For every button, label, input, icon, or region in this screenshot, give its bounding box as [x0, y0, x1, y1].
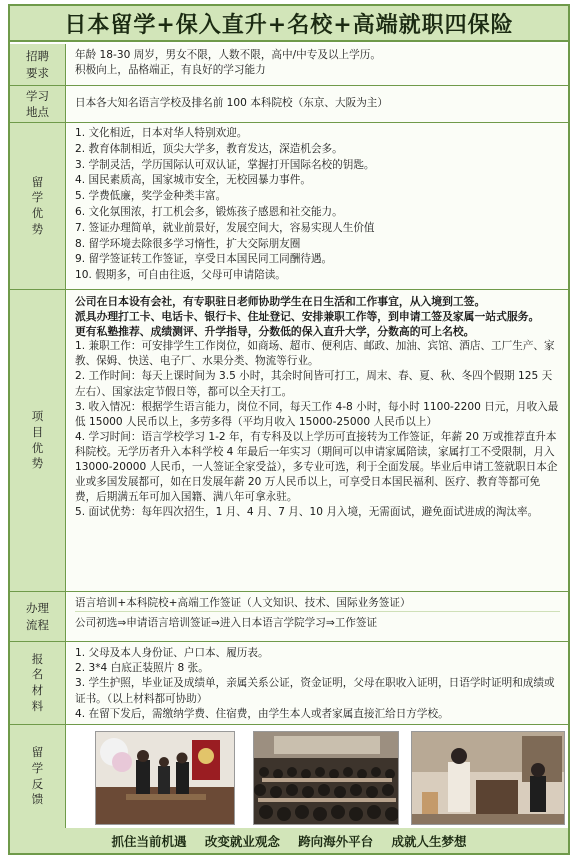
- project-item: 5. 面试优势：每年四次招生，1 月、4 月、7 月、10 月入境，无需面试，避免面试进成的淘汰率。: [75, 506, 539, 519]
- footer-slogan: 抓住当前机遇 改变就业观念 跨向海外平台 成就人生梦想: [10, 828, 568, 853]
- location-content: [67, 86, 568, 122]
- speaker-photo-image: [412, 732, 565, 825]
- advantage-item: 5. 学费低廉，奖学金种类丰富。: [75, 190, 227, 203]
- feedback-row: [10, 725, 568, 828]
- project-item: 3. 收入情况：根据学生语言能力，岗位不同，每天工作 4-8 小时，每小时 1100-2200 日元，月收入最低 15000 人民币以上，多劳多得（平均月收入 15000-25000 人民币以上）: [75, 400, 559, 428]
- project-item: 2. 工作时间：每天上课时间为 3.5 小时，其余时间皆可打工，周末、春、夏、秋、冬四个假期 125 天左右）、国家法定节假日等，都可以全天打工。: [75, 370, 553, 398]
- ceremony-photo: [95, 731, 235, 825]
- project-intro: 公司在日本设有会社，有专职驻日老师协助学生在日生活和工作事宜，从入境到工签。: [75, 295, 486, 308]
- advantage-item: 10. 假期多，可自由往返，父母可申请陪读。: [75, 269, 286, 282]
- project-content: [67, 290, 568, 591]
- process-row: [10, 592, 568, 642]
- project-intro: 更有私塾推荐、成绩测评、升学指导，分数低的保入直升大学，分数高的可上名校。: [75, 325, 475, 339]
- location-text: 日本各大知名语言学校及排名前 100 本科院校（东京、大阪为主）: [75, 97, 388, 110]
- material-item: 1. 父母及本人身份证、户口本、履历表。: [75, 647, 269, 659]
- advantage-item: 1. 文化相近，日本对华人特别欢迎。: [75, 127, 248, 139]
- process-line: 公司初选⇒申请语言培训签证⇒进入日本语言学院学习⇒工作签证: [75, 611, 560, 631]
- advantages-content: [67, 123, 568, 289]
- location-row: [10, 86, 568, 123]
- page-title: 日本留学+保入直升+名校+高端就职四保险: [10, 6, 568, 42]
- speaker-photo: [411, 731, 565, 825]
- materials-row: [10, 642, 568, 725]
- ceremony-photo-image: [96, 732, 235, 825]
- project-intro: 派具办理打工卡、电话卡、银行卡、住址登记、安排兼职工作等，到申请工签及家属一站式服务。: [75, 310, 540, 324]
- material-item: 4. 在留下发后，需缴纳学费、住宿费，由学生本人或者家属直接汇给日方学校。: [75, 707, 449, 720]
- project-item: 1. 兼职工作：可安排学生工作岗位，如商场、超市、便利店、邮政、加油、宾馆、酒店、工厂生产、家教、保姆、快送、电子厂、水果分类、物流等行业。: [75, 340, 555, 368]
- process-content: [67, 592, 568, 641]
- materials-label: 报名材料: [10, 642, 66, 724]
- recruit-content: [67, 44, 568, 85]
- project-item: 4. 学习时间：语言学校学习 1-2 年，有专科及以上学历可直接转为工作签证，年薪 20 万或推荐直升本科院校。无学历者升入本科学校 4 年最后一年实习（期间可以申请家属陪读，家属打工不受限制，月入 13000-20000 人民币，一人签证全家受益），多专业可选，利于全面发展。毕业后申请工签就职日本企业或多国发展都可，如在日发展年薪 20 万人民币以上，可享受日本国民福利、医疗、教育等都可免费，后期满五年可加入国籍、满八年可拿永驻。: [75, 430, 558, 504]
- advantage-item: 6. 文化氛围浓，打工机会多，锻炼孩子感恩和社交能力。: [75, 205, 343, 218]
- material-item: 2. 3*4 白底正装照片 8 张。: [75, 662, 209, 675]
- project-row: [10, 290, 568, 592]
- process-label: 办理流程: [10, 592, 66, 641]
- location-label: 学习地点: [10, 86, 66, 122]
- advantage-item: 9. 留学签证转工作签证，享受日本国民同工同酬待遇。: [75, 253, 333, 266]
- feedback-photos: [67, 725, 568, 828]
- feedback-label: 留学反馈: [10, 725, 66, 828]
- advantages-label: 留学优势: [10, 123, 66, 289]
- recruit-label: 招聘要求: [10, 44, 66, 85]
- audience-photo: [253, 731, 399, 825]
- advantage-item: 3. 学制灵活，学历国际认可双认证，掌握打开国际名校的钥匙。: [75, 158, 375, 171]
- process-line: 语言培训+本科院校+高端工作签证（人文知识、技术、国际业务签证）: [75, 597, 411, 609]
- recruit-row: [10, 44, 568, 86]
- material-item: 3. 学生护照，毕业证及成绩单，亲属关系公证，资金证明，父母在职收入证明，日语学时证明和成绩或证书。（以上材料都可协助）: [75, 677, 555, 705]
- advantage-item: 2. 教育体制相近，顶尖大学多，教育发达，深造机会多。: [75, 142, 343, 155]
- project-label: 项目优势: [10, 290, 66, 591]
- materials-content: [67, 642, 568, 724]
- advantages-row: [10, 123, 568, 290]
- recruitment-sheet: [8, 4, 570, 855]
- audience-photo-image: [254, 732, 399, 825]
- recruit-line: 积极向上，品格端正，有良好的学习能力: [75, 64, 266, 77]
- advantage-item: 7. 签证办理简单，就业前景好，发展空间大，容易实现人生价值: [75, 221, 375, 234]
- advantage-item: 8. 留学环境去除很多学习惰性，扩大交际朋友圈: [75, 237, 301, 250]
- advantage-item: 4. 国民素质高，国家城市安全，无校园暴力事件。: [75, 174, 311, 187]
- recruit-line: 年龄 18-30 周岁，男女不限，人数不限，高中/中专及以上学历。: [75, 49, 381, 61]
